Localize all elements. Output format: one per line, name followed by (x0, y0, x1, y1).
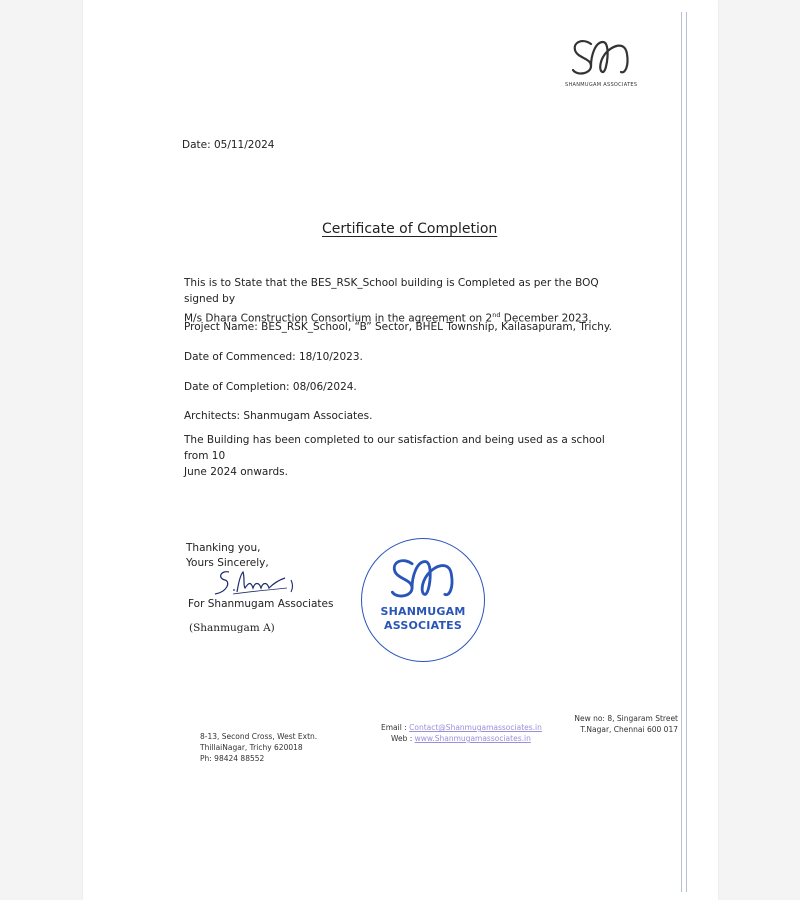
for-company-line: For Shanmugam Associates (188, 598, 334, 610)
date-commenced: Date of Commenced: 18/10/2023. (184, 351, 363, 363)
footer-web-row (381, 733, 542, 744)
web-link[interactable]: www.Shanmugamassociates.in (414, 734, 531, 743)
footer-email-row (381, 722, 542, 733)
email-link[interactable]: Contact@Shanmugamassociates.in (409, 723, 542, 732)
company-seal (361, 538, 485, 662)
intro-paragraph (184, 275, 624, 327)
sincerely-line: Yours Sincerely, (186, 557, 269, 569)
letterhead-brand: SHANMUGAM ASSOCIATES (565, 82, 638, 88)
intro-ordinal-suffix: nd (492, 311, 501, 319)
statement-line-1: The Building has been completed to our satisfaction and being used as a school from 10 (184, 434, 605, 462)
footer-contact (381, 722, 542, 744)
seal-line-1: SHANMUGAM (380, 605, 466, 618)
intro-line-2-text: M/s Dhara Construction Consortium in the agreement on 2 (184, 312, 493, 325)
project-name: Project Name: BES_RSK_School, “B” Sector, BHEL Township, Kailasapuram, Trichy. (184, 321, 612, 333)
page-edge-line (681, 12, 682, 892)
seal-line-2: ASSOCIATES (384, 619, 462, 632)
statement-line-2: June 2024 onwards. (184, 466, 288, 478)
letterhead-logo (565, 36, 637, 88)
thanking-line: Thanking you, (186, 542, 261, 554)
seal-monogram-icon (388, 555, 458, 601)
web-label: Web : (391, 734, 413, 743)
intro-line-2-end: December 2023. (500, 312, 592, 325)
footer-left-line-3: Ph: 98424 88552 (200, 754, 265, 763)
statement-paragraph (184, 432, 624, 480)
monogram-logo-icon (569, 36, 633, 78)
date-completion: Date of Completion: 08/06/2024. (184, 381, 357, 393)
signatory-name: (Shanmugam A) (189, 622, 275, 634)
footer-address-left (200, 731, 317, 764)
page-edge-line-2 (686, 12, 687, 892)
letter-date: Date: 05/11/2024 (182, 139, 275, 151)
intro-line-1: This is to State that the BES_RSK_School building is Completed as per the BOQ signed by (184, 277, 599, 305)
footer-address-right (570, 713, 678, 735)
footer-left-line-1: 8-13, Second Cross, West Extn. (200, 732, 318, 741)
footer-left-line-2: ThillaiNagar, Trichy 620018 (200, 743, 303, 752)
architects: Architects: Shanmugam Associates. (184, 410, 373, 422)
footer-right-line-1: New no: 8, Singaram Street (574, 714, 678, 723)
certificate-title: Certificate of Completion (322, 221, 498, 237)
handwritten-signature-icon (207, 566, 303, 598)
email-label: Email : (381, 723, 407, 732)
footer-right-line-2: T.Nagar, Chennai 600 017 (580, 725, 678, 734)
